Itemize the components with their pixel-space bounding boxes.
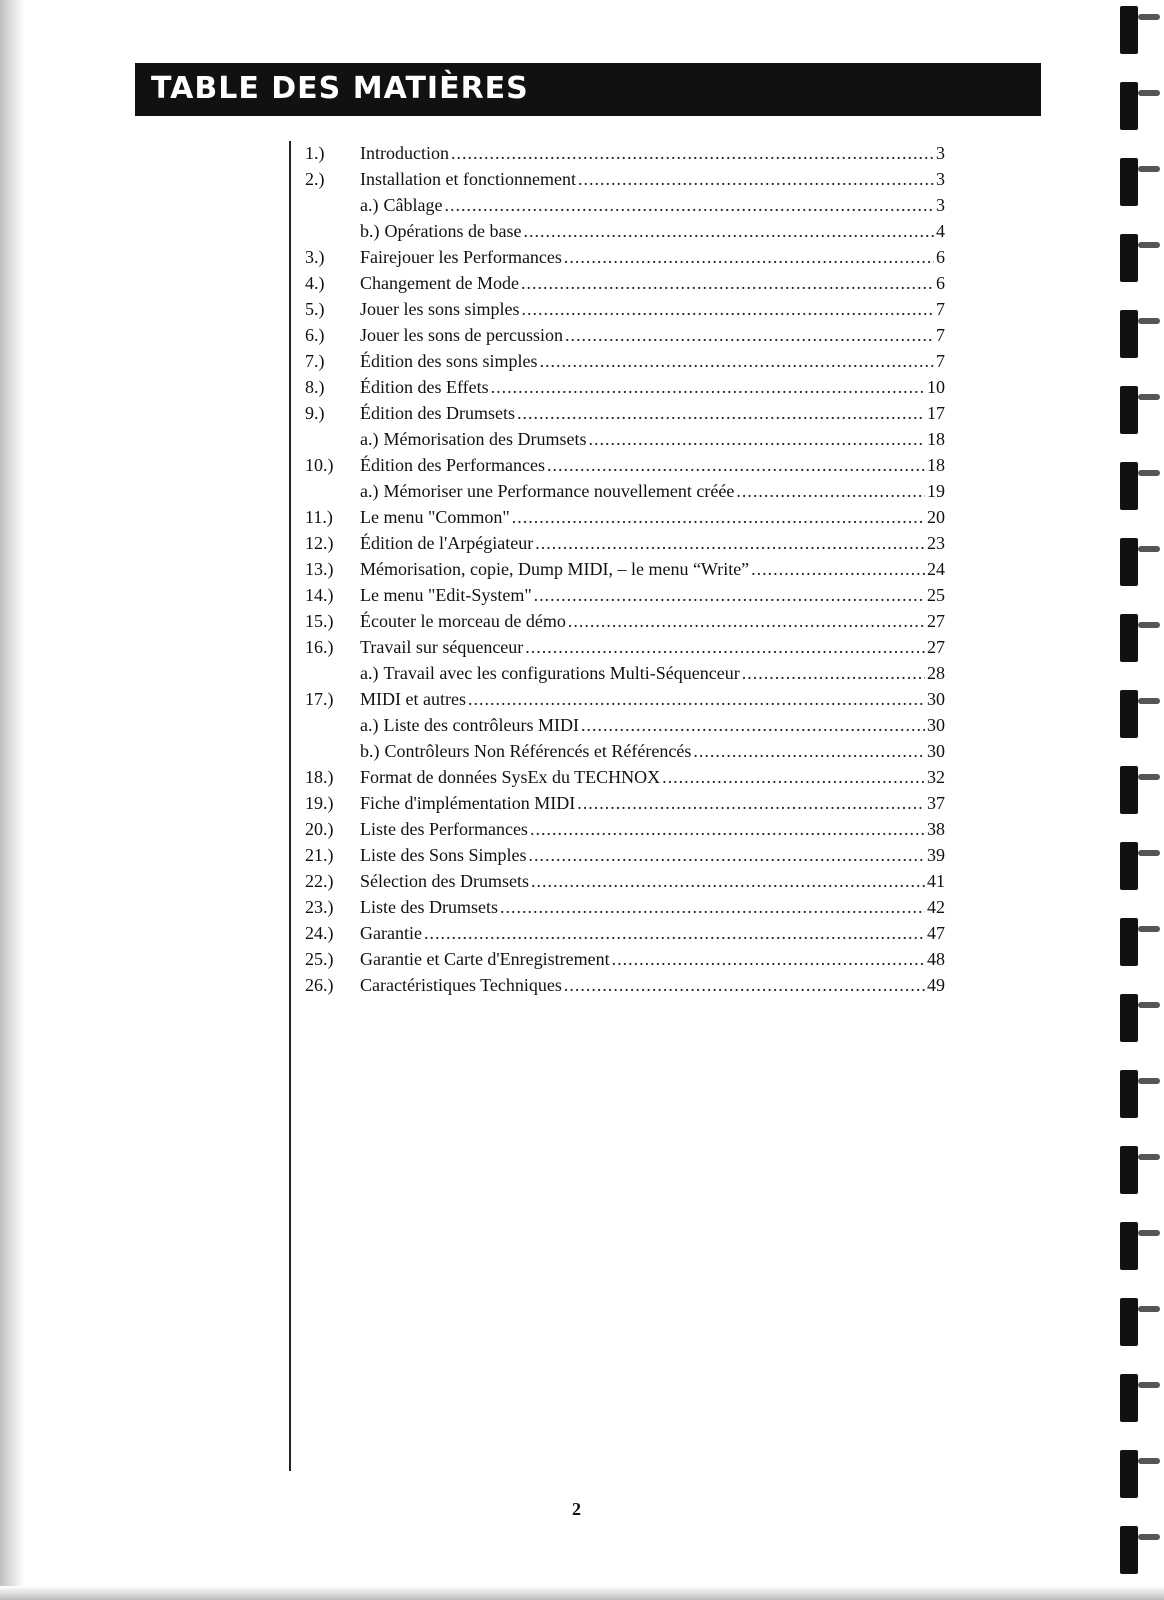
toc-entry-page: 18 [927,429,945,449]
toc-entry-page: 27 [927,637,945,657]
toc-entry-line [360,634,945,660]
toc-entry [305,816,945,842]
toc-entry [305,218,945,244]
toc-leader-dots [530,816,925,842]
toc-entry-label: Édition des sons simples [360,351,538,371]
binding-ring [1120,462,1138,510]
toc-entry-page: 48 [927,949,945,969]
toc-entry-page: 3 [936,143,945,163]
toc-leader-dots [451,140,934,166]
toc-entry-line [360,166,945,192]
toc-entry-page: 7 [936,325,945,345]
toc-entry-label: Édition de l'Arpégiateur [360,533,534,553]
toc-entry-line [360,140,945,166]
binding-ring [1120,386,1138,434]
toc-entry-line [360,322,945,348]
toc-entry-label: Travail avec les configurations Multi-Séquenceur [383,663,740,683]
binding-ring [1120,766,1138,814]
page-bottom-shadow [0,1586,1164,1600]
toc-entry-page: 27 [927,611,945,631]
toc-leader-dots [547,452,925,478]
toc-entry-page: 4 [936,221,945,241]
toc-entry-page: 30 [927,715,945,735]
toc-entry-page: 25 [927,585,945,605]
toc-entry-label: Édition des Effets [360,377,489,397]
toc-subentry-prefix: a.) [360,715,379,735]
toc-entry-number: 18.) [305,767,334,787]
toc-leader-dots [535,530,925,556]
title-banner [135,63,1041,116]
toc-leader-dots [581,712,925,738]
toc-leader-dots [564,972,925,998]
toc-entry [305,660,945,686]
toc-entry-page: 49 [927,975,945,995]
toc-entry [305,946,945,972]
toc-leader-dots [742,660,925,686]
toc-entry [305,322,945,348]
toc-leader-dots [612,946,925,972]
toc-leader-dots [512,504,925,530]
binding-ring [1120,1146,1138,1194]
toc-entry-page: 23 [927,533,945,553]
toc-entry-number: 10.) [305,455,334,475]
toc-entry [305,348,945,374]
toc-leader-dots [662,764,925,790]
toc-entry-number: 22.) [305,871,334,891]
toc-leader-dots [693,738,925,764]
toc-entry-line [360,348,945,374]
toc-entry [305,894,945,920]
toc-entry-page: 47 [927,923,945,943]
toc-entry-page: 19 [927,481,945,501]
toc-leader-dots [491,374,925,400]
binding-ring [1120,1070,1138,1118]
binding-ring [1120,158,1138,206]
toc-entry-page: 37 [927,793,945,813]
toc-entry-line [360,426,945,452]
binding-ring [1120,538,1138,586]
spiral-binding [1118,0,1164,1600]
toc-entry-line [360,608,945,634]
toc-entry-label: Fairejouer les Performances [360,247,562,267]
toc-entry-label: Écouter le morceau de démo [360,611,566,631]
toc-entry-line [360,504,945,530]
toc-entry [305,764,945,790]
toc-leader-dots [444,192,934,218]
binding-ring [1120,6,1138,54]
binding-ring [1120,690,1138,738]
toc-subentry-prefix: a.) [360,481,379,501]
toc-leader-dots [525,634,925,660]
page-left-shadow [0,0,24,1600]
toc-subentry-prefix: b.) [360,741,380,761]
toc-entry-label: Travail sur séquenceur [360,637,524,657]
toc-leader-dots [531,868,925,894]
toc-entry-page: 38 [927,819,945,839]
toc-entry [305,140,945,166]
toc-entry-page: 24 [927,559,945,579]
toc-entry-label: Mémorisation des Drumsets [383,429,587,449]
page-number: 2 [572,1499,581,1519]
toc-entry-label: Contrôleurs Non Référencés et Référencés [384,741,692,761]
binding-ring [1120,310,1138,358]
toc-leader-dots [568,608,925,634]
toc-entry-number: 6.) [305,325,325,345]
toc-entry [305,270,945,296]
toc-entry-line [360,582,945,608]
toc-entry-label: Format de données SysEx du TECHNOX [360,767,661,787]
toc-entry-number: 17.) [305,689,334,709]
toc-entry [305,686,945,712]
toc-entry-page: 3 [936,169,945,189]
toc-entry-line [360,660,945,686]
toc-entry-label: Garantie [360,923,422,943]
toc-entry-page: 3 [936,195,945,215]
toc-entry [305,478,945,504]
toc-entry-number: 1.) [305,143,325,163]
binding-ring [1120,1298,1138,1346]
toc-entry-number: 12.) [305,533,334,553]
binding-ring [1120,234,1138,282]
toc-entry-line [360,400,945,426]
toc-entry [305,452,945,478]
toc-leader-dots [736,478,925,504]
toc-entry-number: 19.) [305,793,334,813]
toc-subentry-prefix: a.) [360,663,379,683]
toc-leader-dots [565,322,934,348]
toc-leader-dots [564,244,934,270]
toc-entry-label: Jouer les sons simples [360,299,520,319]
toc-entry-number: 21.) [305,845,334,865]
toc-entry-page: 42 [927,897,945,917]
toc-entry-line [360,270,945,296]
toc-entry [305,790,945,816]
toc-entry-label: Garantie et Carte d'Enregistrement [360,949,610,969]
toc-entry-line [360,218,945,244]
toc-entry [305,582,945,608]
toc-entry-line [360,894,945,920]
toc-entry-line [360,192,945,218]
toc-entry-page: 30 [927,741,945,761]
toc-entry-label: Mémoriser une Performance nouvellement créée [383,481,735,501]
toc-entry [305,530,945,556]
toc-entry-label: Fiche d'implémentation MIDI [360,793,576,813]
toc-entry-number: 16.) [305,637,334,657]
toc-entry-line [360,816,945,842]
toc-entry-label: Sélection des Drumsets [360,871,529,891]
toc-leader-dots [517,400,925,426]
toc-entry-label: Introduction [360,143,449,163]
binding-ring [1120,842,1138,890]
toc-subentry-prefix: a.) [360,195,379,215]
toc-entry-number: 20.) [305,819,334,839]
toc-entry-page: 20 [927,507,945,527]
toc-vertical-rule [289,141,291,1471]
toc-leader-dots [751,556,925,582]
toc-entry-page: 10 [927,377,945,397]
toc-entry-number: 15.) [305,611,334,631]
toc-entry-line [360,868,945,894]
toc-entry-page: 39 [927,845,945,865]
toc-entry-line [360,842,945,868]
toc-entry-label: Caractéristiques Techniques [360,975,562,995]
toc-entry-number: 9.) [305,403,325,423]
binding-ring [1120,1374,1138,1422]
toc-entry-line [360,972,945,998]
toc-entry-line [360,790,945,816]
toc-entry-label: Liste des Performances [360,819,528,839]
toc-entry-page: 28 [927,663,945,683]
toc-subentry-prefix: a.) [360,429,379,449]
toc-entry-label: Mémorisation, copie, Dump MIDI, – le menu “Write” [360,559,750,579]
toc-leader-dots [521,270,934,296]
toc-entry-number: 11.) [305,507,333,527]
toc-entry [305,556,945,582]
toc-entry-line [360,946,945,972]
toc-entry [305,374,945,400]
toc-entry-number: 24.) [305,923,334,943]
toc-entry [305,842,945,868]
toc-entry [305,738,945,764]
toc-entry-page: 17 [927,403,945,423]
toc-entry-label: Changement de Mode [360,273,519,293]
toc-entry-line [360,296,945,322]
toc-entry [305,426,945,452]
toc-entry-page: 7 [936,351,945,371]
toc-entry-number: 8.) [305,377,325,397]
toc-entry [305,166,945,192]
toc-entry-number: 5.) [305,299,325,319]
toc-entry-page: 32 [927,767,945,787]
toc-leader-dots [534,582,925,608]
binding-ring [1120,1222,1138,1270]
toc-entry [305,244,945,270]
toc-entry-page: 30 [927,689,945,709]
toc-leader-dots [424,920,925,946]
toc-leader-dots [529,842,925,868]
binding-ring [1120,1450,1138,1498]
toc-entry-number: 13.) [305,559,334,579]
toc-entry-number: 2.) [305,169,325,189]
toc-entry-page: 7 [936,299,945,319]
toc-leader-dots [540,348,934,374]
toc-entry-number: 23.) [305,897,334,917]
toc-entry [305,400,945,426]
toc-entry-page: 6 [936,273,945,293]
toc-leader-dots [578,166,934,192]
toc-entry [305,504,945,530]
toc-entry-label: Câblage [383,195,443,215]
table-of-contents [305,140,945,998]
toc-entry-line [360,738,945,764]
toc-leader-dots [523,218,934,244]
toc-entry-line [360,452,945,478]
toc-entry-label: Installation et fonctionnement [360,169,576,189]
toc-entry-label: Le menu "Common" [360,507,510,527]
toc-entry-label: Liste des Drumsets [360,897,498,917]
binding-ring [1120,82,1138,130]
toc-entry [305,712,945,738]
toc-entry [305,920,945,946]
toc-entry-page: 41 [927,871,945,891]
toc-entry-line [360,374,945,400]
binding-ring [1120,918,1138,966]
toc-entry-label: Édition des Performances [360,455,545,475]
toc-subentry-prefix: b.) [360,221,380,241]
toc-leader-dots [468,686,925,712]
toc-entry [305,608,945,634]
toc-entry-page: 6 [936,247,945,267]
binding-ring [1120,994,1138,1042]
toc-entry-number: 25.) [305,949,334,969]
toc-entry-number: 4.) [305,273,325,293]
page-title: TABLE DES MATIÈRES [151,71,529,106]
toc-entry [305,634,945,660]
toc-leader-dots [500,894,925,920]
toc-entry [305,972,945,998]
binding-ring [1120,614,1138,662]
toc-entry-line [360,478,945,504]
toc-entry-line [360,244,945,270]
toc-entry-number: 3.) [305,247,325,267]
toc-entry [305,192,945,218]
toc-entry-label: Jouer les sons de percussion [360,325,563,345]
toc-entry-number: 26.) [305,975,334,995]
toc-leader-dots [588,426,925,452]
toc-entry-label: MIDI et autres [360,689,466,709]
toc-entry-line [360,556,945,582]
toc-entry-line [360,920,945,946]
toc-entry-number: 14.) [305,585,334,605]
toc-leader-dots [522,296,935,322]
toc-entry-label: Le menu "Edit-System" [360,585,532,605]
toc-entry-label: Liste des Sons Simples [360,845,527,865]
toc-entry-line [360,530,945,556]
toc-entry-label: Opérations de base [384,221,522,241]
toc-entry-label: Liste des contrôleurs MIDI [383,715,579,735]
toc-leader-dots [577,790,925,816]
toc-entry-line [360,712,945,738]
toc-entry-number: 7.) [305,351,325,371]
toc-entry-page: 18 [927,455,945,475]
toc-entry [305,296,945,322]
toc-entry-line [360,764,945,790]
binding-ring [1120,1526,1138,1574]
toc-entry-line [360,686,945,712]
toc-entry [305,868,945,894]
toc-entry-label: Édition des Drumsets [360,403,515,423]
